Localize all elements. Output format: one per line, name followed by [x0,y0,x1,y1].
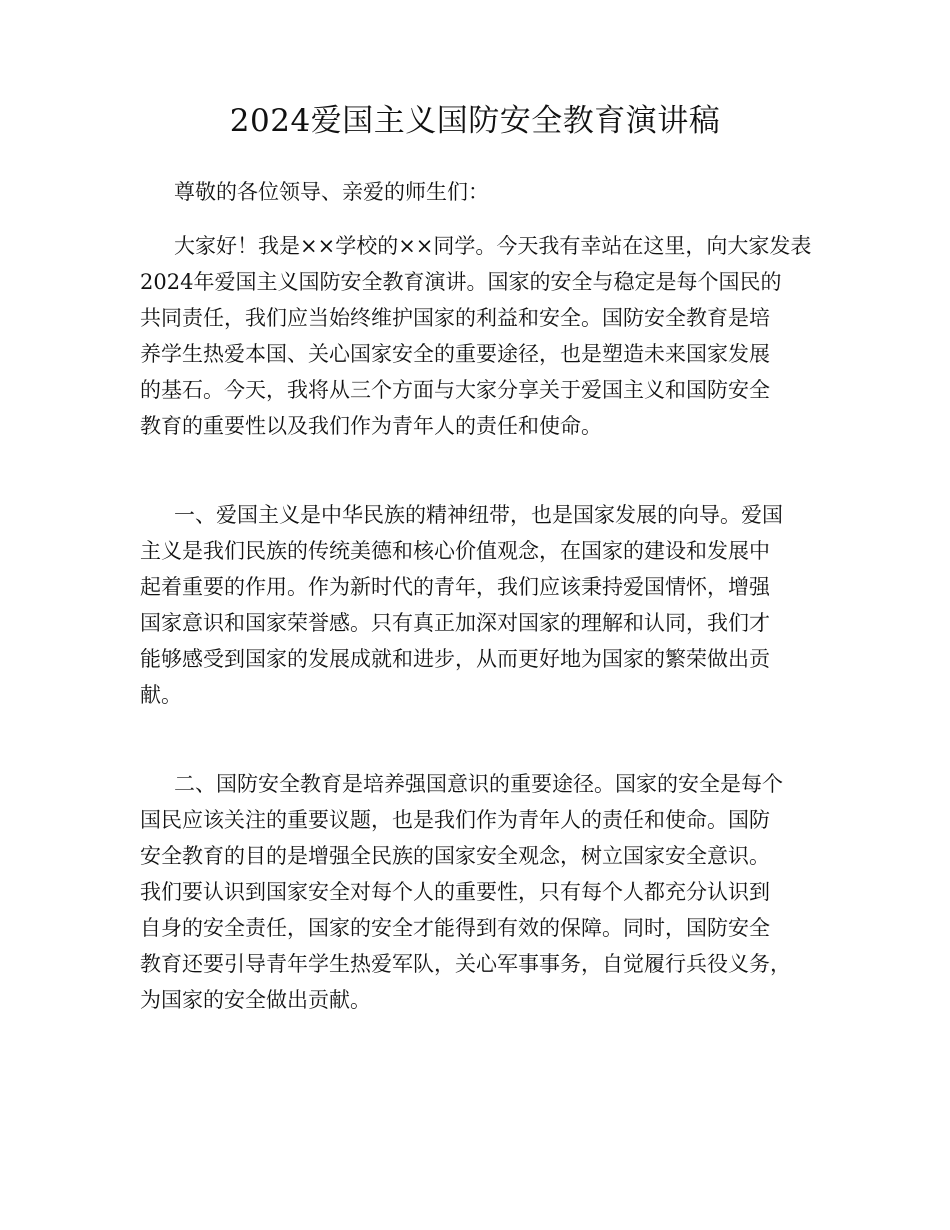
paragraph-line: 主义是我们民族的传统美德和核心价值观念，在国家的建设和发展中 [140,539,770,563]
paragraph-line: 教育的重要性以及我们作为青年人的责任和使命。 [140,414,602,438]
greeting-line: 尊敬的各位领导、亲爱的师生们： [174,180,489,204]
paragraph-line: 国家意识和国家荣誉感。只有真正加深对国家的理解和认同，我们才 [140,611,770,635]
greeting-paragraph [140,174,830,210]
paragraph-line: 一、爱国主义是中华民族的精神纽带，也是国家发展的向导。爱国 [174,503,783,527]
paragraph-line: 自身的安全责任，国家的安全才能得到有效的保障。同时，国防安全 [140,916,770,940]
paragraph-line: 教育还要引导青年学生热爱军队，关心军事事务，自觉履行兵役义务， [140,952,791,976]
paragraph-line: 为国家的安全做出贡献。 [140,988,371,1012]
paragraph-line: 安全教育的目的是增强全民族的国家安全观念，树立国家安全意识。 [140,844,770,868]
paragraph-line: 2024年爱国主义国防安全教育演讲。国家的安全与稳定是每个国民的 [140,270,782,294]
paragraph-line: 养学生热爱本国、关心国家安全的重要途径，也是塑造未来国家发展 [140,342,770,366]
paragraph-line: 献。 [140,683,182,707]
paragraph-line: 二、国防安全教育是培养强国意识的重要途径。国家的安全是每个 [174,772,783,796]
paragraph-section-two [140,766,830,1018]
paragraph-line: 我们要认识到国家安全对每个人的重要性，只有每个人都充分认识到 [140,880,770,904]
document-title: 2024爱国主义国防安全教育演讲稿 [229,103,721,139]
paragraph-intro [140,228,830,444]
paragraph-line: 大家好！我是××学校的××同学。今天我有幸站在这里，向大家发表 [174,234,812,258]
paragraph-line: 的基石。今天，我将从三个方面与大家分享关于爱国主义和国防安全 [140,378,770,402]
paragraph-line: 共同责任，我们应当始终维护国家的利益和安全。国防安全教育是培 [140,306,770,330]
paragraph-line: 起着重要的作用。作为新时代的青年，我们应该秉持爱国情怀，增强 [140,575,770,599]
paragraph-section-one [140,497,830,713]
paragraph-line: 国民应该关注的重要议题，也是我们作为青年人的责任和使命。国防 [140,808,770,832]
paragraph-line: 能够感受到国家的发展成就和进步，从而更好地为国家的繁荣做出贡 [140,647,770,671]
